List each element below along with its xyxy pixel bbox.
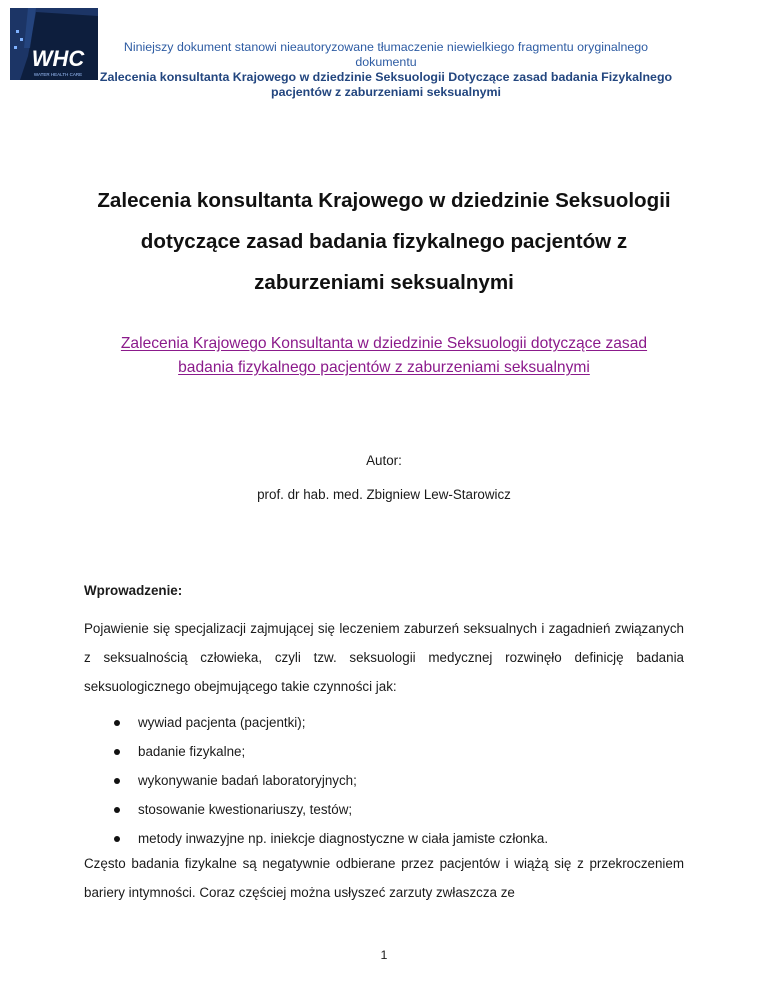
bullet-icon — [114, 836, 120, 842]
list-item-text: badanie fizykalne; — [138, 744, 246, 759]
title-line-1: Zalecenia konsultanta Krajowego w dziedzinie Seksuologii — [97, 189, 671, 212]
bullet-icon — [114, 807, 120, 813]
list-item — [84, 708, 684, 737]
list-item — [84, 766, 684, 795]
bullet-icon — [114, 749, 120, 755]
logo-subtext: WATER HEALTH CARE — [33, 72, 83, 77]
header-document-title: Zalecenia konsultanta Krajowego w dziedzinie Seksuologii Dotyczące zasad badania Fizykalnego pacjentów z zaburzeniami seksualnymi — [99, 70, 673, 99]
list-item-text: wykonywanie badań laboratoryjnych; — [138, 773, 357, 788]
intro-paragraph-2: Często badania fizykalne są negatywnie odbierane przez pacjentów i wiążą się z przekroczeniem bariery intymności. Coraz częściej można usłyszeć zarzuty zwłaszcza ze — [84, 856, 684, 900]
document-link[interactable] — [80, 332, 688, 380]
document-header — [96, 40, 676, 100]
page-title — [60, 180, 708, 303]
title-line-2: dotyczące zasad badania fizykalnego pacjentów z — [140, 230, 628, 253]
list-item — [84, 795, 684, 824]
page-number: 1 — [380, 948, 388, 962]
intro-heading: Wprowadzenie: — [84, 583, 183, 598]
list-item-text: metody inwazyjne np. iniekcje diagnostyczne w ciała jamiste członka. — [138, 831, 549, 846]
company-logo — [10, 8, 98, 80]
link-line-1[interactable]: Zalecenia Krajowego Konsultanta w dziedzinie Seksuologii dotyczące zasad — [120, 335, 648, 352]
logo-text: WHC — [31, 46, 85, 71]
list-item-text: wywiad pacjenta (pacjentki); — [138, 715, 306, 730]
author-label: Autor: — [366, 453, 402, 468]
translation-notice: Niniejszy dokument stanowi nieautoryzowane tłumaczenie niewielkiego fragmentu oryginalnego dokumentu — [123, 40, 649, 69]
intro-paragraph-1: Pojawienie się specjalizacji zajmującej się leczeniem zaburzeń seksualnych i zagadnień związanych z seksualnością człowieka, czyli tzw. seksuologii medycznej rozwinęło definicję badania seksuologicznego obejmującego takie czynności jak: — [84, 621, 684, 694]
link-line-2[interactable]: badania fizykalnego pacjentów z zaburzeniami seksualnymi — [178, 359, 590, 376]
whc-logo-icon — [10, 8, 98, 80]
examination-list — [84, 708, 684, 853]
author-name: prof. dr hab. med. Zbigniew Lew-Starowicz — [257, 487, 511, 502]
title-line-3: zaburzeniami seksualnymi — [254, 271, 514, 294]
bullet-icon — [114, 720, 120, 726]
list-item — [84, 737, 684, 766]
list-item-text: stosowanie kwestionariuszy, testów; — [138, 802, 353, 817]
bullet-icon — [114, 778, 120, 784]
